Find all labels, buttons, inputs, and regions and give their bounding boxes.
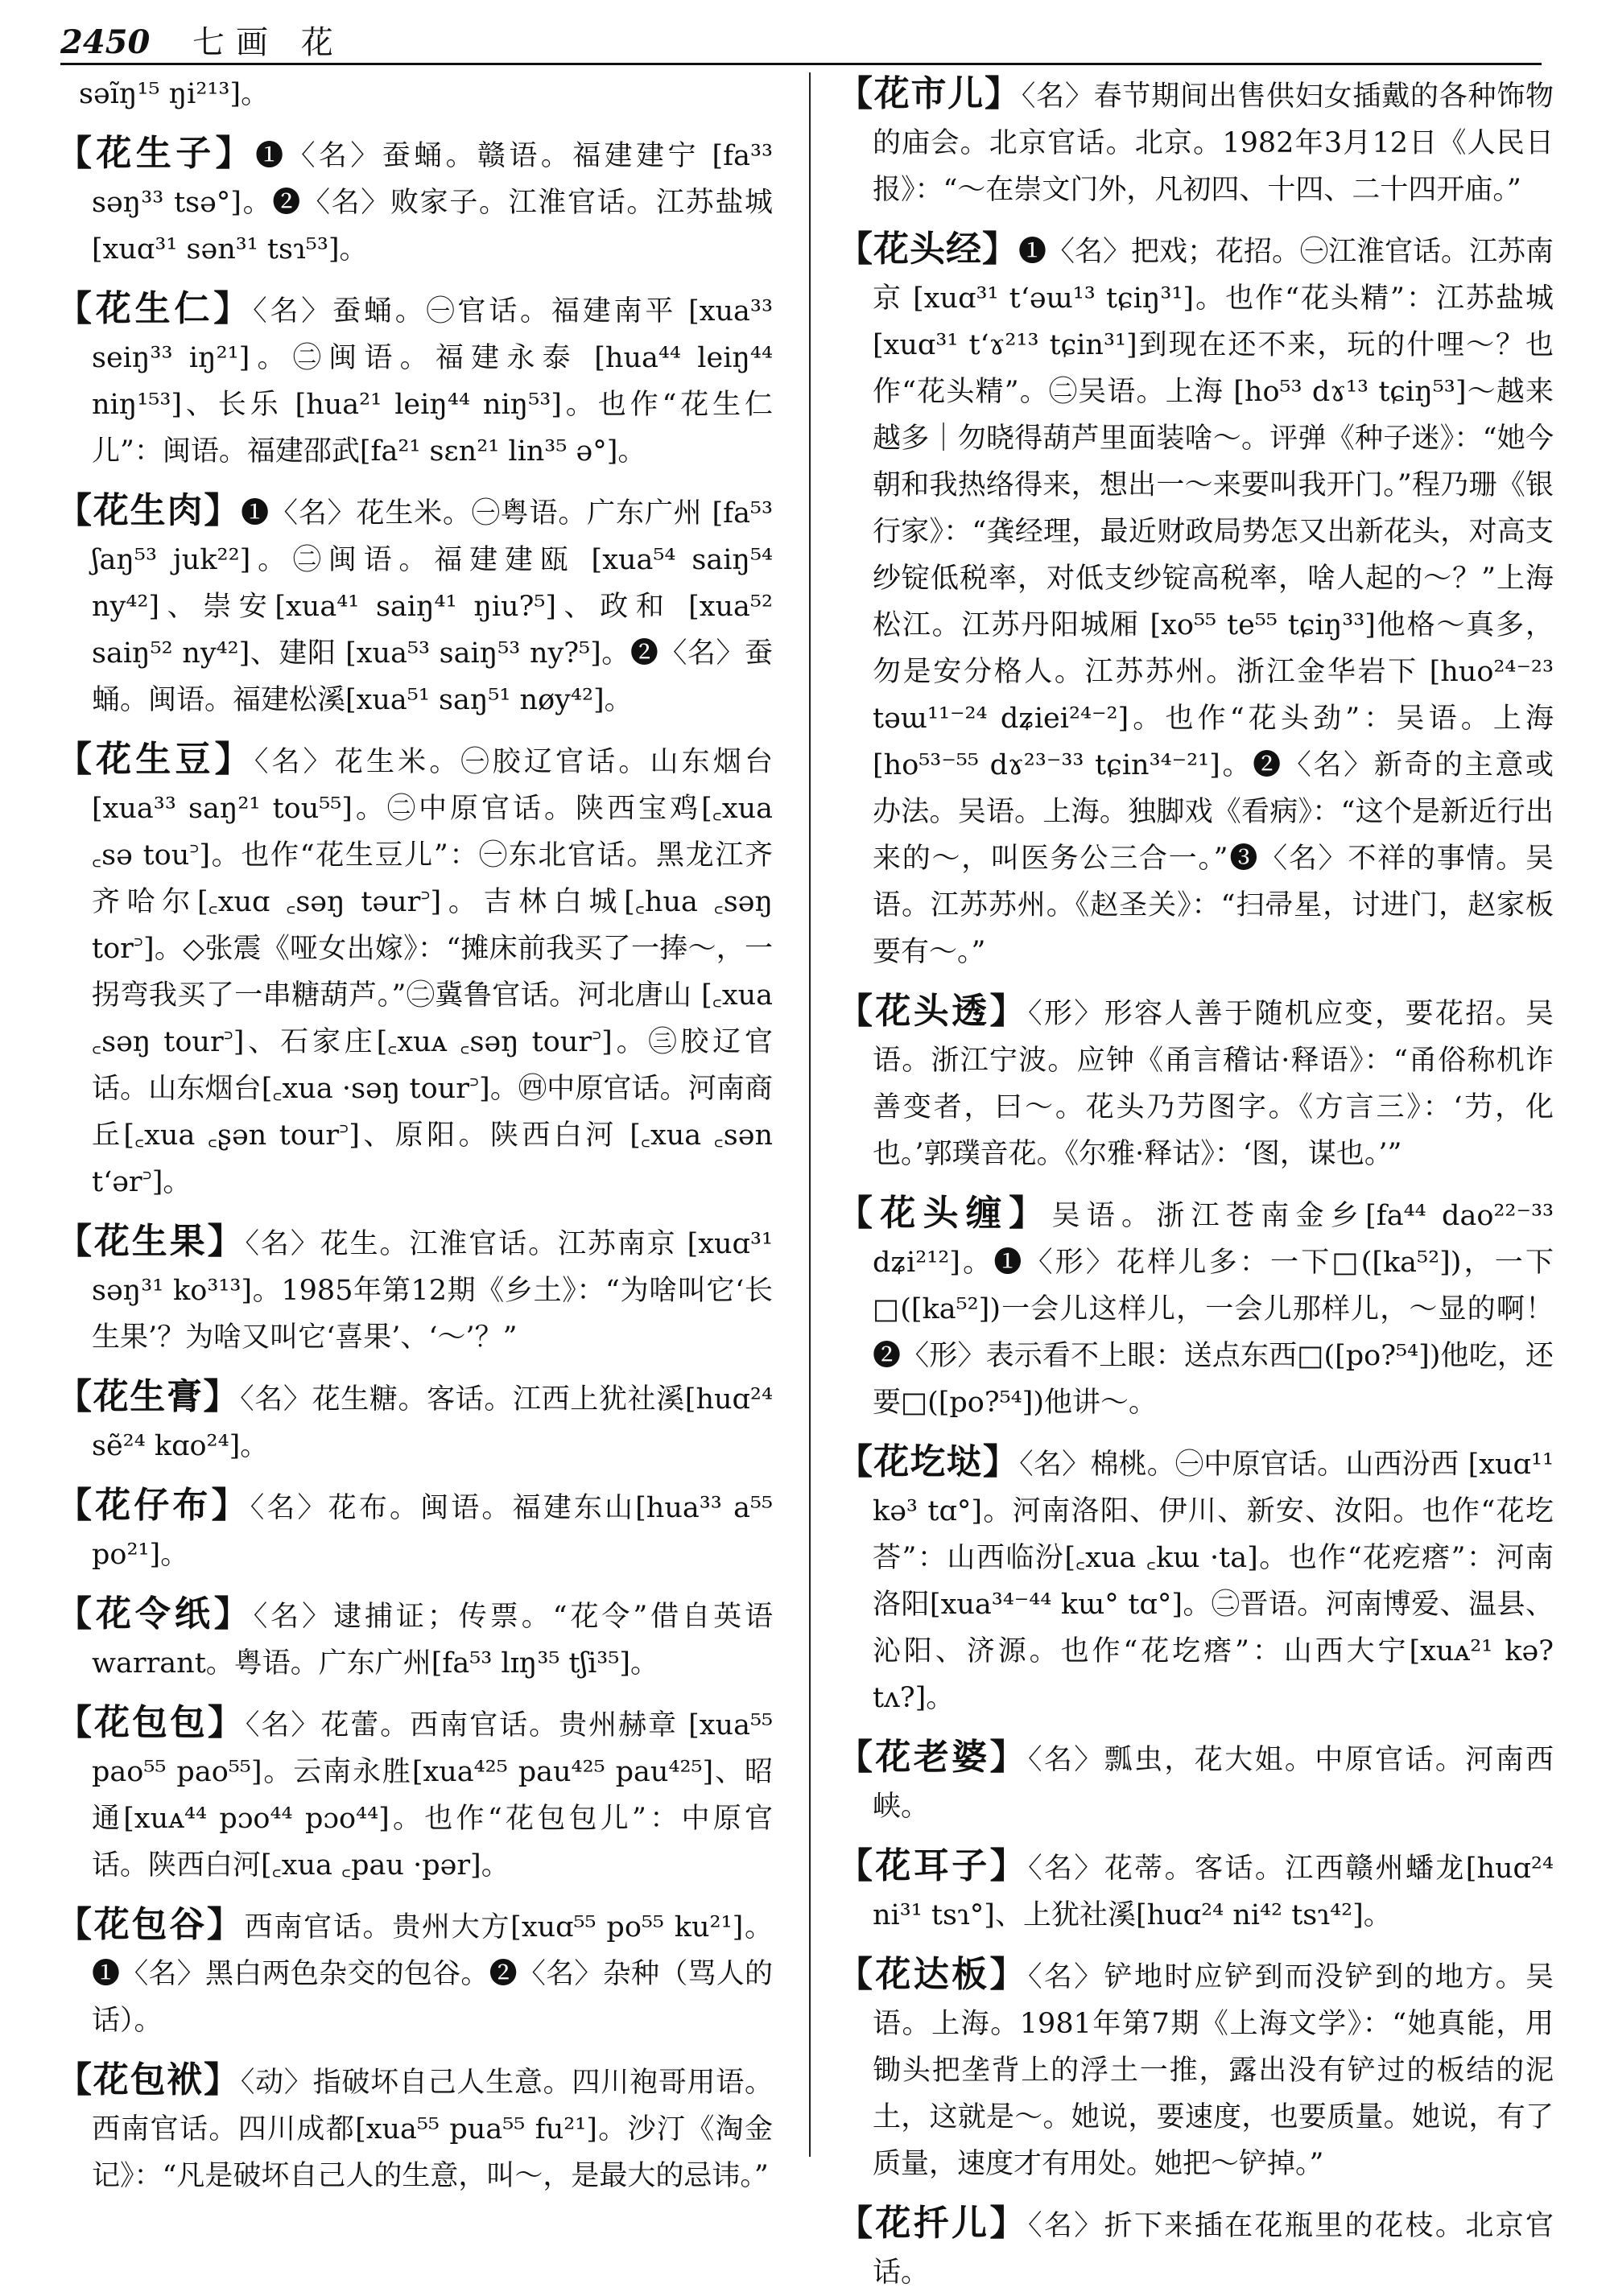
entry-headword: 【花包包】 <box>56 1702 246 1743</box>
entry-headword: 【花老婆】 <box>837 1737 1028 1778</box>
entry-text: 〈名〉铲地时应铲到而没铲到的地方。吴语。上海。1981年第7期《上海文学》：“她真能，用锄头把垄背上的浮土一推，露出没有铲过的板结的泥土，这就是～。她说，要速度，也要质量。她说，有了质量，速度才有用处。她把～铲掉。” <box>873 1961 1554 2180</box>
entry-headword: 【花仔布】 <box>56 1485 250 1526</box>
entry-text: 〈形〉形容人善于随机应变，要花招。吴语。浙江宁波。应钟《甬言稽诂·释语》：“甬俗称机诈善变者，曰～。花头乃芀图字。《方言三》：‘芀，化也。’郭璞音花。《尔雅·释诂》：‘图，谋也。’” <box>873 998 1554 1170</box>
dictionary-entry <box>56 1902 773 2044</box>
dictionary-entry <box>837 1439 1554 1721</box>
entry-headword: 【花生膏】 <box>56 1376 241 1417</box>
entry-headword: 【花市儿】 <box>837 73 1022 114</box>
entry-text: 〈名〉蚕蛹。㊀官话。福建南平 [xua³³ seiŋ³³ iŋ²¹]。㊁闽语。福建永泰 [hua⁴⁴ leiŋ⁴⁴ niŋ¹⁵³]、长乐 [hua²¹ leiŋ⁴⁴ niŋ⁵³]。也作“花生仁儿”：闽语。福建邵武[fa²¹ sɛn²¹ lin³⁵ ə°]。 <box>92 295 773 468</box>
entry-text: 〈名〉花生糖。客话。江西上犹社溪[huɑ²⁴ sẽ²⁴ kɑo²⁴]。 <box>92 1383 773 1462</box>
dictionary-entry <box>56 286 773 475</box>
entry-headword: 【花头经】 <box>837 229 1018 270</box>
dictionary-entry <box>56 1482 773 1578</box>
entry-headword: 【花令纸】 <box>56 1593 254 1634</box>
dictionary-entry <box>837 988 1554 1177</box>
entry-headword: 【花生子】 <box>56 133 256 174</box>
dictionary-entry <box>837 2200 1554 2296</box>
entry-text: 〈名〉花蕾。西南官话。贵州赫章 [xua⁵⁵ pao⁵⁵ pao⁵⁵]。云南永胜[xua⁴²⁵ pau⁴²⁵ pau⁴²⁵]、昭通[xuᴀ⁴⁴ pɔo⁴⁴ pɔo⁴⁴]。也作“花包包儿”：中原官话。陕西白河[꜀xua ꜀pau ·pər]。 <box>92 1709 773 1882</box>
dictionary-entry <box>56 1374 773 1470</box>
entry-text: 〈名〉春节期间出售供妇女插戴的各种饰物的庙会。北京官话。北京。1982年3月12日《人民日报》：“～在崇文门外，凡初四、十四、二十四开庙。” <box>873 80 1554 206</box>
dictionary-entry <box>837 1952 1554 2187</box>
entry-text: 〈名〉花生米。㊀胶辽官话。山东烟台[xua³³ saŋ²¹ tou⁵⁵]。㊁中原官话。陕西宝鸡[꜀xua ꜀sə tou꜄]。也作“花生豆儿”：㊀东北官话。黑龙江齐齐哈尔[꜀xuɑ ꜀səŋ təur꜄]。吉林白城[꜀hua ꜀səŋ tor꜄]。◇张震《哑女出嫁》：“摊床前我买了一捧～，一拐弯我买了一串糖葫芦。”㊁冀鲁官话。河北唐山 [꜀xua ꜀səŋ tour꜄]、石家庄[꜀xuᴀ ꜀səŋ tour꜄]。㊂胶辽官话。山东烟台[꜀xua ·səŋ tour꜄]。㊃中原官话。河南商丘[꜀xua ꜀ʂən tour꜄]、原阳。陕西白河 [꜀xua ꜀sən t‘ər꜄]。 <box>92 746 774 1198</box>
entry-text: 〈名〉棉桃。㊀中原官话。山西汾西 [xuɑ¹¹ kə³ tɑ°]。河南洛阳、伊川、新安、汝阳。也作“花圪荅”：山西临汾[꜀xua ꜀kɯ ·ta]。也作“花疙瘩”：河南洛阳[xua³⁴⁻⁴⁴ kɯ° tɑ°]。㊁晋语。河南博爱、温县、沁阳、济源。也作“花圪瘩”：山西大宁[xuᴀ²¹ kə? tʌ?]。 <box>873 1449 1554 1714</box>
dictionary-entry <box>837 1190 1554 1426</box>
entry-text: 〈动〉指破坏自己人生意。四川袍哥用语。西南官话。四川成都[xua⁵⁵ pua⁵⁵ fu²¹]。沙汀《淘金记》：“凡是破坏自己人的生意，叫～，是最大的忌讳。” <box>92 2067 773 2192</box>
dictionary-entry <box>837 226 1554 975</box>
entry-headword: 【花包谷】 <box>56 1904 245 1945</box>
entry-text: 〈名〉花布。闽语。福建东山[hua³³ a⁵⁵ po²¹]。 <box>92 1492 773 1571</box>
entry-headword: 【花生豆】 <box>56 739 254 780</box>
entry-text: 〈名〉花生。江淮官话。江苏南京 [xuɑ³¹ səŋ³¹ ko³¹³]。1985年第12期《乡土》：“为啥叫它‘长生果’？为啥又叫它‘喜果’、‘～’？” <box>92 1228 774 1354</box>
dictionary-entry <box>56 1591 773 1687</box>
entry-text: ❶〈名〉把戏；花招。㊀江淮官话。江苏南京 [xuɑ³¹ t‘əɯ¹³ tɕiŋ³¹]。也作“花头精”：江苏盐城 [xuɑ³¹ t‘ɤ²¹³ tɕin³¹]到现在还不来，玩的什哩～？也作“花头精”。㊁吴语。上海 [ho⁵³ dɤ¹³ tɕiŋ⁵³]～越来越多｜勿晓得葫芦里面装啥～。评弹《种子迷》：“她今朝和我热络得来，想出一～来要叫我开门。”程乃珊《银行家》：“龚经理，最近财政局势怎又出新花头，对高支纱锭低税率，对低支纱锭高税率，啥人起的～？”上海松江。江苏丹阳城厢 [xo⁵⁵ te⁵⁵ tɕiŋ³³]他格～真多，勿是安分格人。江苏苏州。浙江金华岩下 [huo²⁴⁻²³ təɯ¹¹⁻²⁴ dʑiei²⁴⁻²]。也作“花头劲”：吴语。上海[ho⁵³⁻⁵⁵ dɤ²³⁻³³ tɕin³⁴⁻²¹]。❷〈名〉新奇的主意或办法。吴语。上海。独脚戏《看病》：“这个是新近行出来的～，叫医务公三合一。”❸〈名〉不祥的事情。吴语。江苏苏州。《赵圣关》：“扫帚星，讨进门，赵家板要有～。” <box>873 236 1554 968</box>
entry-headword: 【花生仁】 <box>56 288 254 329</box>
dictionary-entry <box>56 130 773 273</box>
dictionary-entry <box>56 488 773 723</box>
continuation-text: səĩŋ¹⁵ ŋi²¹³]。 <box>79 78 270 110</box>
entry-headword: 【花生果】 <box>56 1221 246 1262</box>
dictionary-entry <box>56 2057 773 2199</box>
entry-headword: 【花达板】 <box>837 1954 1028 1995</box>
entry-text: 吴语。浙江苍南金乡[fa⁴⁴ dao²²⁻³³ dʑi²¹²]。❶〈形〉花样儿多：一下□([ka⁵²])，一下□([ka⁵²])一会儿这样儿，一会儿那样儿，～显的啊！❷〈形〉表示看不上眼：送点东西□([po?⁵⁴])他吃，还要□([po?⁵⁴])他讲～。 <box>873 1200 1554 1419</box>
entry-headword: 【花扦儿】 <box>837 2203 1028 2244</box>
dictionary-entry <box>56 1218 773 1361</box>
entry-text: 西南官话。贵州大方[xuɑ⁵⁵ po⁵⁵ ku²¹]。❶〈名〉黑白两色杂交的包谷。❷〈名〉杂种（骂人的话）。 <box>92 1911 774 2037</box>
page-number: 2450 <box>60 23 151 61</box>
section-heading: 七画 花 <box>192 24 345 61</box>
dictionary-entry <box>56 736 773 1206</box>
page-header <box>60 23 1542 65</box>
entry-headword: 【花头透】 <box>837 991 1028 1032</box>
entry-headword: 【花包袱】 <box>56 2059 241 2100</box>
entry-headword: 【花圪垯】 <box>837 1441 1020 1482</box>
dictionary-entry <box>56 1700 773 1889</box>
entry-text: 〈名〉折下来插在花瓶里的花枝。北京官话。 <box>873 2210 1554 2289</box>
entry-text: 〈名〉瓢虫，花大姐。中原官话。河南西峡。 <box>873 1744 1554 1823</box>
entry-headword: 【花生肉】 <box>56 490 242 531</box>
entry-text: ❶〈名〉蚕蛹。赣语。福建建宁 [fa³³ səŋ³³ tsə°]。❷〈名〉败家子。江淮官话。江苏盐城[xuɑ³¹ sən³¹ tsɿ⁵³]。 <box>92 140 774 266</box>
entry-headword: 【花耳子】 <box>837 1845 1029 1886</box>
entry-text: ❶〈名〉花生米。㊀粤语。广东广州 [fa⁵³ ʃaŋ⁵³ juk²²]。㊁闽语。福建建瓯 [xua⁵⁴ saiŋ⁵⁴ ny⁴²]、崇安[xua⁴¹ saiŋ⁴¹ ŋiu?⁵]、政和 [xua⁵² saiŋ⁵² ny⁴²]、建阳 [xua⁵³ saiŋ⁵³ ny?⁵]。❷〈名〉蚕蛹。闽语。福建松溪[xua⁵¹ saŋ⁵¹ nøy⁴²]。 <box>92 497 773 716</box>
column-divider <box>809 72 811 2157</box>
entry-text: 〈名〉花蒂。客话。江西赣州蟠龙[huɑ²⁴ ni³¹ tsɿ°]、上犹社溪[huɑ²⁴ ni⁴² tsɿ⁴²]。 <box>873 1853 1554 1931</box>
right-column <box>837 71 1554 2289</box>
entry-headword: 【花头缠】 <box>837 1193 1052 1234</box>
dictionary-entry <box>837 1843 1554 1939</box>
left-column <box>56 71 774 2192</box>
dictionary-entry <box>837 71 1554 213</box>
entry-text: 〈名〉逮捕证；传票。“花令”借自英语 warrant。粤语。广东广州[fa⁵³ lɪŋ³⁵ tʃi³⁵]。 <box>92 1601 774 1680</box>
dictionary-entry <box>837 1734 1554 1830</box>
